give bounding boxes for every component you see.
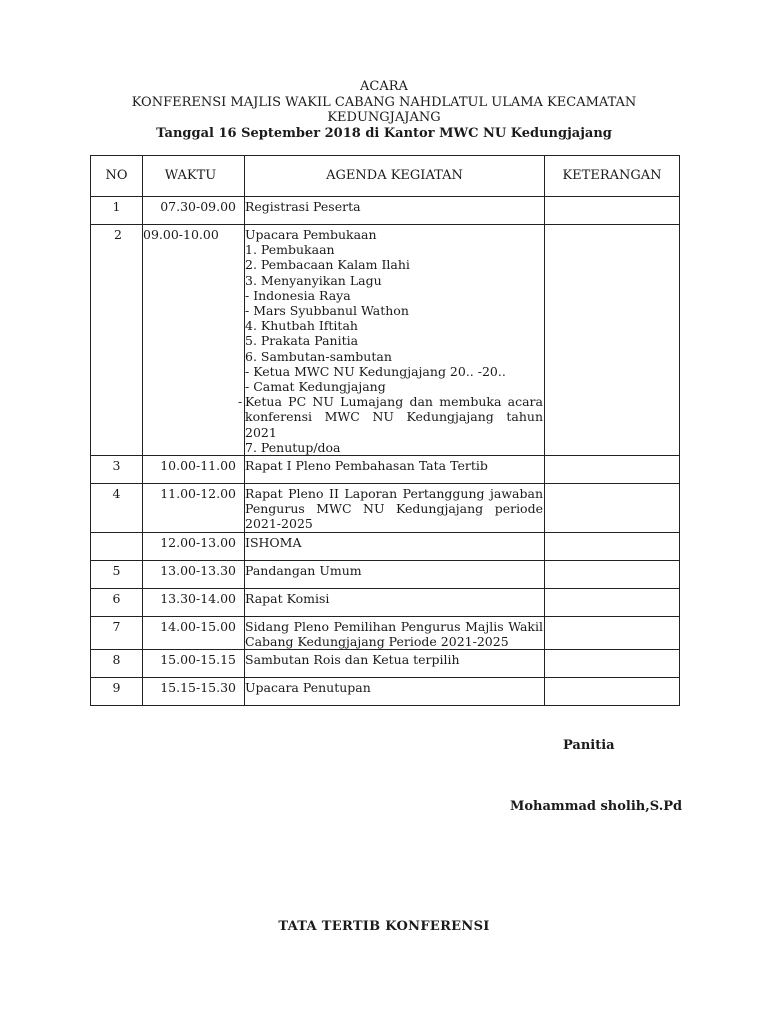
agenda-item: 7. Penutup/doa [245, 439, 341, 455]
agenda-item: 3. Menyanyikan Lagu [245, 272, 382, 288]
agenda-item: Upacara Pembukaan [245, 227, 377, 242]
row-time: 10.00-11.00 [143, 456, 245, 484]
row-agenda: Pandangan Umum [245, 560, 545, 588]
row-note [545, 225, 680, 456]
row-no: 2 [91, 225, 143, 456]
table-row [91, 225, 680, 456]
column-header-waktu: WAKTU [143, 156, 245, 197]
row-note [545, 532, 680, 560]
row-agenda: ISHOMA [245, 532, 545, 560]
row-time: 12.00-13.00 [143, 532, 245, 560]
row-note [545, 197, 680, 225]
header-event-name: KONFERENSI MAJLIS WAKIL CABANG NAHDLATUL ULAMA KECAMATAN [131, 94, 637, 110]
row-no: 4 [91, 484, 143, 533]
row-no: 5 [91, 560, 143, 588]
table-row [91, 588, 680, 616]
row-note [545, 560, 680, 588]
row-no: 1 [91, 197, 143, 225]
row-note [545, 456, 680, 484]
agenda-table [90, 155, 680, 706]
table-header-row [91, 156, 680, 197]
row-time: 15.15-15.30 [143, 678, 245, 706]
row-time: 13.00-13.30 [143, 560, 245, 588]
signature-label: Panitia [563, 738, 615, 753]
table-row [91, 650, 680, 678]
agenda-item [238, 394, 543, 440]
column-header-no: NO [91, 156, 143, 197]
table-row [91, 456, 680, 484]
row-time: 07.30-09.00 [143, 197, 245, 225]
row-no: 7 [91, 616, 143, 649]
row-note [545, 588, 680, 616]
row-note [545, 678, 680, 706]
agenda-item: - Camat Kedungjajang [245, 379, 386, 395]
row-no: 9 [91, 678, 143, 706]
agenda-item: 6. Sambutan-sambutan [245, 348, 392, 364]
row-agenda: Sidang Pleno Pemilihan Pengurus Majlis Wakil Cabang Kedungjajang Periode 2021-2025 [245, 616, 545, 649]
list-dash: - [238, 394, 243, 410]
table-row [91, 560, 680, 588]
agenda-item: 2. Pembacaan Kalam Ilahi [245, 257, 410, 273]
agenda-item: - Mars Syubbanul Wathon [245, 303, 409, 319]
agenda-item: 5. Prakata Panitia [245, 333, 359, 349]
row-agenda: Registrasi Peserta [245, 197, 545, 225]
row-agenda: Rapat I Pleno Pembahasan Tata Tertib [245, 456, 545, 484]
document-header [0, 79, 768, 141]
row-agenda: Rapat Pleno II Laporan Pertanggung jawaban Pengurus MWC NU Kedungjajang periode 2021-2025 [245, 484, 545, 533]
row-no: 6 [91, 588, 143, 616]
row-agenda: Rapat Komisi [245, 588, 545, 616]
agenda-item-text: Ketua PC NU Lumajang dan membuka acara konferensi MWC NU Kedungjajang tahun 2021 [245, 394, 543, 440]
row-time: 13.30-14.00 [143, 588, 245, 616]
header-title: ACARA [360, 79, 408, 94]
row-no: 3 [91, 456, 143, 484]
row-no: 8 [91, 650, 143, 678]
row-agenda: Upacara Penutupan [245, 678, 545, 706]
header-location: KEDUNGJAJANG [327, 110, 441, 125]
agenda-item: 4. Khutbah Iftitah [245, 318, 358, 334]
agenda-item: - Ketua MWC NU Kedungjajang 20.. -20.. [245, 363, 506, 379]
row-agenda [238, 225, 545, 456]
row-time: 09.00-10.00 [143, 225, 245, 456]
next-section-title: TATA TERTIB KONFERENSI [278, 919, 490, 934]
table-row [91, 616, 680, 649]
column-header-keterangan: KETERANGAN [545, 156, 680, 197]
table-row [91, 532, 680, 560]
agenda-item: 1. Pembukaan [245, 242, 335, 258]
signature-name: Mohammad sholih,S.Pd [510, 799, 683, 814]
row-agenda: Sambutan Rois dan Ketua terpilih [245, 650, 545, 678]
row-no [91, 532, 143, 560]
row-time: 14.00-15.00 [143, 616, 245, 649]
table-row [91, 678, 680, 706]
row-note [545, 650, 680, 678]
row-time: 11.00-12.00 [143, 484, 245, 533]
row-note [545, 484, 680, 533]
row-time: 15.00-15.15 [143, 650, 245, 678]
row-note [545, 616, 680, 649]
column-header-agenda: AGENDA KEGIATAN [245, 156, 545, 197]
table-row [91, 197, 680, 225]
agenda-item: - Indonesia Raya [245, 287, 351, 303]
header-date-line: Tanggal 16 September 2018 di Kantor MWC NU Kedungjajang [156, 125, 612, 141]
table-row [91, 484, 680, 533]
